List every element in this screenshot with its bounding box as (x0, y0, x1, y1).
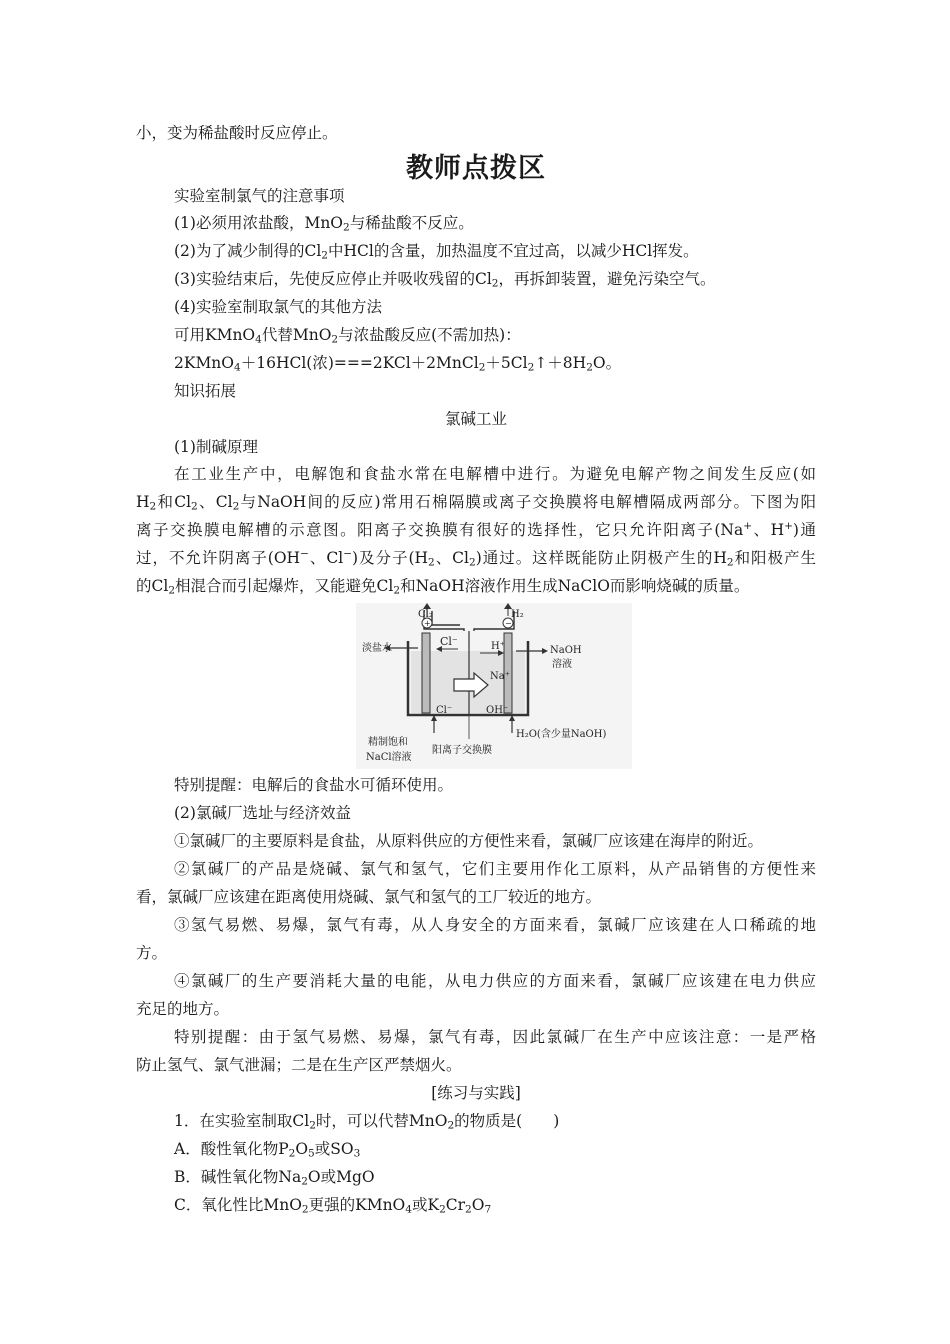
text-line: 实验室制氯气的注意事项 (174, 187, 345, 205)
text-line: 离子交换膜电解槽的示意图。阳离子交换膜有很好的选择性，它只允许阳离子(Na+、H+)通 (136, 520, 816, 539)
text-line: 的$Cl_2$相混合而引起爆炸，又能避免$Cl_2$和NaOH溶液作用生成NaClO而影响烧碱的质量。 (136, 577, 750, 597)
minus-sign: − (505, 619, 512, 628)
feed-label-1: 精制饱和 (368, 737, 408, 748)
question: 1．在实验室制取$Cl_2$时，可以代替MnO$_2$的物质是( ) (174, 1112, 560, 1132)
subsection-title: 氯碱工业 (444, 410, 507, 428)
option-b: B．碱性氧化物$Na_2O$或MgO (174, 1168, 375, 1188)
subsection-title: [练习与实践] (431, 1084, 521, 1102)
text-line: (1)制碱原理 (174, 438, 258, 456)
cl2-label: Cl₂ (418, 609, 433, 620)
electrolysis-cell-diagram (356, 603, 632, 769)
h-ion-label: H⁺ (491, 641, 505, 652)
text-line: 知识拓展 (174, 382, 237, 400)
text-line: 特别提醒：由于氢气易燃、易爆，氯气有毒，因此氯碱厂在生产中应该注意：一是严格 (174, 1028, 816, 1046)
text-line: 特别提醒：电解后的食盐水可循环使用。 (174, 776, 454, 794)
feed-label-2: NaCl溶液 (366, 752, 412, 763)
text-line: ②氯碱厂的产品是烧碱、氯气和氢气，它们主要用作化工原料，从产品销售的方便性来 (174, 860, 816, 878)
text-line: 在工业生产中，电解饱和食盐水常在电解槽中进行。为避免电解产物之间发生反应(如 (174, 465, 816, 483)
naoh-label: NaOH (550, 645, 582, 656)
text-line: 看，氯碱厂应该建在距离使用烧碱、氯气和氢气的工厂较近的地方。 (136, 888, 602, 906)
membrane-label: 阳离子交换膜 (432, 745, 492, 756)
cl-ion-bottom-label: Cl⁻ (436, 705, 453, 716)
naoh-solution-label: 溶液 (552, 659, 572, 670)
oh-ion-label: OH⁻ (486, 705, 509, 716)
equation: 2KMnO$_4$＋16HCl(浓)$===2KCl+2MnCl_2+5Cl_2↑+8H_2O$。 (174, 354, 622, 374)
dilute-brine-label: 淡盐水 (362, 643, 392, 654)
cl-ion-top-label: Cl⁻ (440, 635, 458, 648)
text-line: $H_2$和$Cl_2$、$Cl_2$与NaOH间的反应)常用石棉隔膜或离子交换膜将电解槽隔成两部分。下图为阳 (136, 493, 816, 513)
na-ion-label: Na⁺ (490, 671, 510, 682)
text-line: 小，变为稀盐酸时反应停止。 (136, 124, 338, 142)
text-line: 充足的地方。 (136, 1000, 230, 1018)
text-line: (1)必须用浓盐酸，MnO$_2$与稀盐酸不反应。 (174, 214, 474, 234)
water-inlet-label: H₂O(含少量NaOH) (516, 729, 607, 740)
text-line: ①氯碱厂的主要原料是食盐，从原料供应的方便性来看，氯碱厂应该建在海岸的附近。 (174, 832, 764, 850)
text-line: 方。 (136, 944, 168, 962)
text-line: 过，不允许阴离子(OH−、Cl−)及分子($H_2$、$Cl_2$)通过。这样既能防止阴极产生的$H_2$和阳极产生 (136, 548, 816, 569)
text-line: (4)实验室制取氯气的其他方法 (174, 298, 382, 316)
text-line: ④氯碱厂的生产要消耗大量的电能，从电力供应的方面来看，氯碱厂应该建在电力供应 (174, 972, 816, 990)
plus-sign: + (424, 619, 431, 628)
option-c: C．氧化性比MnO$_2$更强的KMnO$_4$或$K_2Cr_2O_7$ (174, 1196, 492, 1216)
text-line: 防止氢气、氯气泄漏；二是在生产区严禁烟火。 (136, 1056, 462, 1074)
option-a: A．酸性氧化物$P_2O_5$或$SO_3$ (174, 1140, 361, 1160)
text-line: 可用KMnO$_4$代替MnO$_2$与浓盐酸反应(不需加热)： (174, 326, 521, 346)
text-line: (2)氯碱厂选址与经济效益 (174, 804, 351, 822)
text-line: (3)实验结束后，先使反应停止并吸收残留的$Cl_2$，再拆卸装置，避免污染空气。 (174, 270, 716, 290)
text-line: ③氢气易燃、易爆，氯气有毒，从人身安全的方面来看，氯碱厂应该建在人口稀疏的地 (174, 916, 816, 934)
text-line: (2)为了减少制得的$Cl_2$中HCl的含量，加热温度不宜过高，以减少HCl挥发。 (174, 242, 699, 262)
section-title: 教师点拨区 (406, 153, 546, 184)
anode (422, 633, 430, 713)
h2-label: H₂ (511, 609, 524, 620)
